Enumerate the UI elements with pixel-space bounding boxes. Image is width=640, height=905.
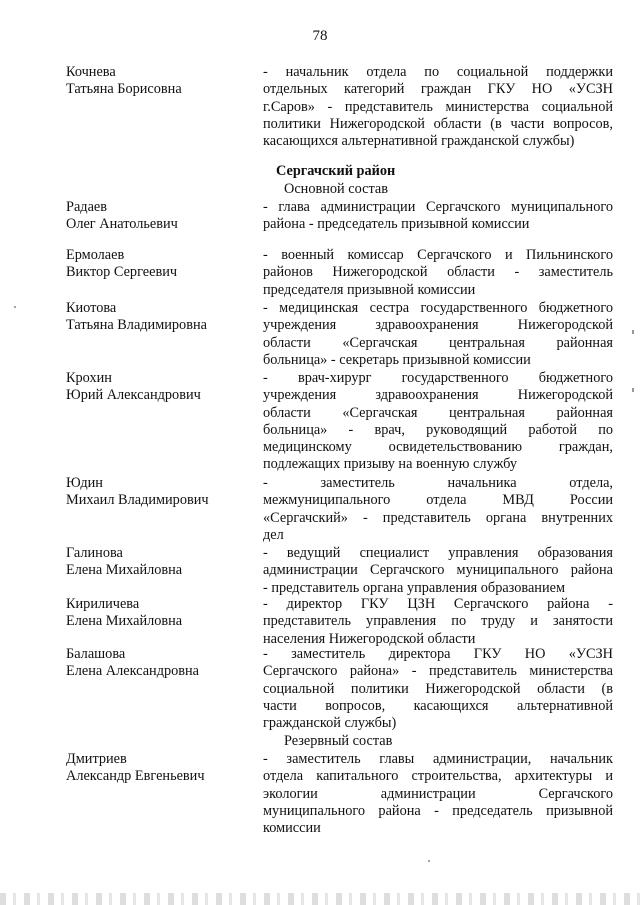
member-given-name: Виктор Сергеевич <box>66 264 178 281</box>
member-role <box>263 247 613 299</box>
member-name <box>66 475 256 510</box>
role-line: межмуниципального отдела МВД России <box>263 492 613 509</box>
role-line: - заместитель директора ГКУ НО «УСЗН <box>263 646 613 662</box>
member-surname: Галинова <box>66 545 123 561</box>
reserve-composition-label: Резервный состав <box>284 733 393 749</box>
member-given-name: Татьяна Борисовна <box>66 81 182 98</box>
role-line: больница» - врач, руководящий работой по <box>263 421 613 438</box>
scan-mark <box>632 388 634 392</box>
member-role <box>263 751 613 837</box>
member-given-name: Александр Евгеньевич <box>66 768 205 785</box>
member-surname: Дмитриев <box>66 751 127 767</box>
member-surname: Радаев <box>66 199 108 215</box>
role-line: - врач-хирург государственного бюджетного <box>263 370 613 386</box>
member-given-name: Елена Михайловна <box>66 613 183 630</box>
role-line: - представитель органа управления образованием <box>263 579 566 596</box>
member-name <box>66 370 256 405</box>
scan-dot <box>14 306 16 308</box>
role-line: района - председатель призывной комиссии <box>263 216 530 233</box>
role-line: населения Нижегородской области <box>263 630 476 647</box>
scan-dot <box>428 860 430 862</box>
role-line: экологии администрации Сергачского <box>263 785 613 802</box>
member-surname: Кочнева <box>66 64 116 80</box>
role-line: - военный комиссар Сергачского и Пильнинского <box>263 247 613 263</box>
member-surname: Балашова <box>66 646 126 662</box>
role-line: - заместитель начальника отдела, <box>263 475 613 491</box>
member-name <box>66 751 256 786</box>
role-line: подлежащих призыву на военную службу <box>263 456 518 473</box>
role-line: больница» - секретарь призывной комиссии <box>263 351 531 368</box>
role-line: администрации Сергачского муниципального района <box>263 562 613 579</box>
role-line: «Сергачский» - представитель органа внутренних <box>263 509 613 526</box>
role-line: политики Нижегородской области (в части вопросов, <box>263 115 613 132</box>
member-name <box>66 646 256 681</box>
member-role <box>263 199 613 234</box>
role-line: дел <box>263 526 284 543</box>
member-surname: Кириличева <box>66 596 140 612</box>
role-line: части вопросов, касающихся альтернативной <box>263 697 613 714</box>
member-name <box>66 199 256 234</box>
page-number: 78 <box>312 28 328 44</box>
role-line: области «Сергачская центральная районная <box>263 404 613 421</box>
member-name <box>66 596 256 631</box>
member-given-name: Олег Анатольевич <box>66 216 178 233</box>
role-line: области «Сергачская центральная районная <box>263 334 613 351</box>
member-given-name: Юрий Александрович <box>66 387 201 404</box>
role-line: - медицинская сестра государственного бюджетного <box>263 300 613 316</box>
role-line: - глава администрации Сергачского муниципального <box>263 199 613 215</box>
role-line: - начальник отдела по социальной поддержки <box>263 64 613 80</box>
member-role <box>263 646 613 732</box>
role-line: отдельных категорий граждан ГКУ НО «УСЗН <box>263 81 613 98</box>
member-role <box>263 64 613 150</box>
member-role <box>263 475 613 544</box>
member-surname: Ермолаев <box>66 247 125 263</box>
member-given-name: Татьяна Владимировна <box>66 317 207 334</box>
role-line: социальной политики Нижегородской области (в <box>263 680 613 697</box>
member-role <box>263 596 613 648</box>
member-role <box>263 370 613 474</box>
main-composition-label: Основной состав <box>284 181 388 197</box>
role-line: - директор ГКУ ЦЗН Сергачского района - <box>263 596 613 612</box>
member-given-name: Елена Михайловна <box>66 562 183 579</box>
role-line: Сергачского района» - представитель министерства <box>263 663 613 680</box>
role-line: муниципального района - председатель призывной <box>263 802 613 819</box>
role-line: - ведущий специалист управления образования <box>263 545 613 561</box>
member-name <box>66 64 256 99</box>
role-line: представитель управления по труду и занятости <box>263 613 613 630</box>
role-line: медицинскому освидетельствованию граждан, <box>263 439 613 456</box>
role-line: г.Саров» - представитель министерства социальной <box>263 98 613 115</box>
role-line: председателя призывной комиссии <box>263 281 476 298</box>
member-role <box>263 545 613 597</box>
member-role <box>263 300 613 369</box>
role-line: гражданской службы) <box>263 715 397 732</box>
member-name <box>66 300 256 335</box>
member-given-name: Михаил Владимирович <box>66 492 209 509</box>
role-line: учреждения здравоохранения Нижегородской <box>263 317 613 334</box>
role-line: районов Нижегородской области - заместитель <box>263 264 613 281</box>
role-line: комиссии <box>263 820 321 837</box>
member-given-name: Елена Александровна <box>66 663 200 680</box>
member-surname: Киотова <box>66 300 117 316</box>
section-title: Сергачский район <box>276 163 396 179</box>
role-line: - заместитель главы администрации, начальник <box>263 751 613 767</box>
scan-mark <box>632 330 634 334</box>
role-line: отдела капитального строительства, архитектуры и <box>263 768 613 785</box>
scan-edge-noise <box>0 893 640 905</box>
role-line: касающихся альтернативной гражданской службы) <box>263 133 575 150</box>
member-surname: Юдин <box>66 475 103 491</box>
member-surname: Крохин <box>66 370 112 386</box>
member-name <box>66 247 256 282</box>
role-line: учреждения здравоохранения Нижегородской <box>263 387 613 404</box>
member-name <box>66 545 256 580</box>
